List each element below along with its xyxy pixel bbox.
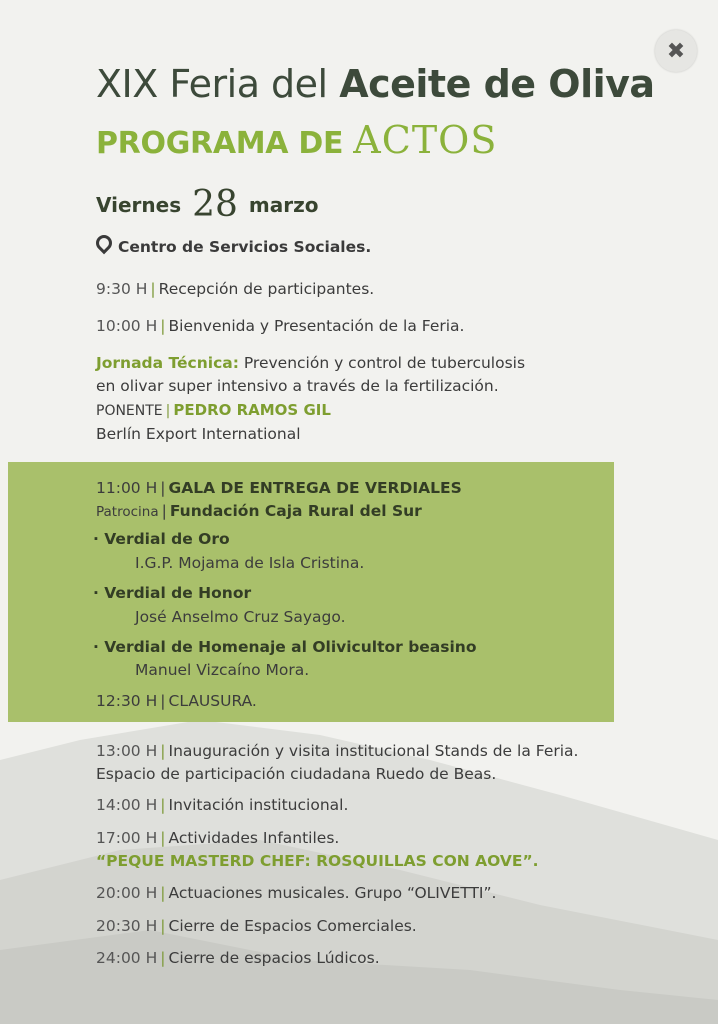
schedule-item: 20:00 H | Actuaciones musicales. Grupo “OLIVETTI”. [96, 884, 497, 902]
schedule-item: 20:30 H | Cierre de Espacios Comerciales. [96, 917, 417, 935]
schedule-time: 9:30 H [96, 280, 148, 298]
gala-sponsor-line: Patrocina | Fundación Caja Rural del Sur [96, 502, 422, 520]
jornada-line-1 [96, 354, 525, 372]
ponente-company: Berlín Export International [96, 425, 301, 443]
schedule-item: 13:00 H | Inauguración y visita institucional Stands de la Feria. [96, 742, 579, 760]
gala-title: GALA DE ENTREGA DE VERDIALES [168, 479, 462, 497]
venue-name: Centro de Servicios Sociales. [118, 238, 372, 256]
award-name: · Verdial de Homenaje al Olivicultor beasino [93, 638, 477, 656]
ponente-label: PONENTE [96, 403, 163, 419]
closing-time: 12:30 H [96, 692, 158, 710]
close-button[interactable] [655, 30, 697, 72]
close-icon: ✖ [666, 38, 686, 64]
schedule-time: 24:00 H [96, 949, 158, 967]
schedule-item: 24:00 H | Cierre de espacios Lúdicos. [96, 949, 380, 967]
ponente-line: PONENTE | PEDRO RAMOS GIL [96, 401, 331, 419]
schedule-time: 13:00 H [96, 742, 158, 760]
award-winner: Manuel Vizcaíno Mora. [135, 661, 310, 679]
schedule-item: 17:00 H | Actividades Infantiles. [96, 829, 340, 847]
award-name: · Verdial de Honor [93, 584, 252, 602]
subtitle-main: PROGRAMA DE [96, 126, 354, 161]
day-number: 28 [192, 184, 238, 225]
schedule-item: 9:30 H | Recepción de participantes. [96, 280, 375, 298]
sponsor-label: Patrocina [96, 504, 159, 520]
schedule-time: 14:00 H [96, 796, 158, 814]
schedule-text: Bienvenida y Presentación de la Feria. [168, 317, 465, 335]
closing-text: CLAUSURA. [168, 692, 257, 710]
award-winner: José Anselmo Cruz Sayago. [135, 608, 346, 626]
page-subtitle [96, 118, 497, 162]
gala-time: 11:00 H [96, 479, 158, 497]
schedule-text: Cierre de Espacios Comerciales. [168, 917, 417, 935]
schedule-time: 20:30 H [96, 917, 158, 935]
schedule-item: 10:00 H | Bienvenida y Presentación de la Feria. [96, 317, 465, 335]
venue [96, 236, 371, 256]
schedule-time: 20:00 H [96, 884, 158, 902]
schedule-text: Invitación institucional. [168, 796, 349, 814]
subtitle-script: ACTOS [353, 118, 498, 162]
schedule-text: Recepción de participantes. [158, 280, 375, 298]
event-date [96, 180, 319, 225]
schedule-text: Actuaciones musicales. Grupo “OLIVETTI”. [168, 884, 497, 902]
schedule-time: 10:00 H [96, 317, 158, 335]
gala-title-line: 11:00 H | GALA DE ENTREGA DE VERDIALES [96, 479, 462, 497]
title-prefix: XIX Feria del [96, 62, 340, 106]
award-name: · Verdial de Oro [93, 530, 230, 548]
schedule-text: Inauguración y visita institucional Stands de la Feria. [168, 742, 579, 760]
jornada-line-2: en olivar super intensivo a través de la fertilización. [96, 377, 499, 395]
ponente-name: PEDRO RAMOS GIL [173, 401, 331, 419]
schedule-text-continued: Espacio de participación ciudadana Ruedo de Beas. [96, 765, 497, 783]
closing-line: 12:30 H | CLAUSURA. [96, 692, 257, 710]
schedule-item: 14:00 H | Invitación institucional. [96, 796, 349, 814]
schedule-time: 17:00 H [96, 829, 158, 847]
kids-highlight: “PEQUE MASTERD CHEF: ROSQUILLAS CON AOVE”. [96, 852, 539, 870]
sponsor-name: Fundación Caja Rural del Sur [169, 502, 422, 520]
jornada-label: Jornada Técnica: [96, 354, 239, 372]
schedule-text: Actividades Infantiles. [168, 829, 340, 847]
title-bold: Aceite de Oliva [339, 62, 655, 106]
schedule-text: Cierre de espacios Lúdicos. [168, 949, 380, 967]
month: marzo [248, 193, 319, 217]
jornada-text-1: Prevención y control de tuberculosis [238, 354, 526, 372]
page-title [96, 62, 655, 106]
location-pin-icon [93, 232, 116, 255]
award-winner: I.G.P. Mojama de Isla Cristina. [135, 554, 365, 572]
day-name: Viernes [96, 193, 182, 217]
